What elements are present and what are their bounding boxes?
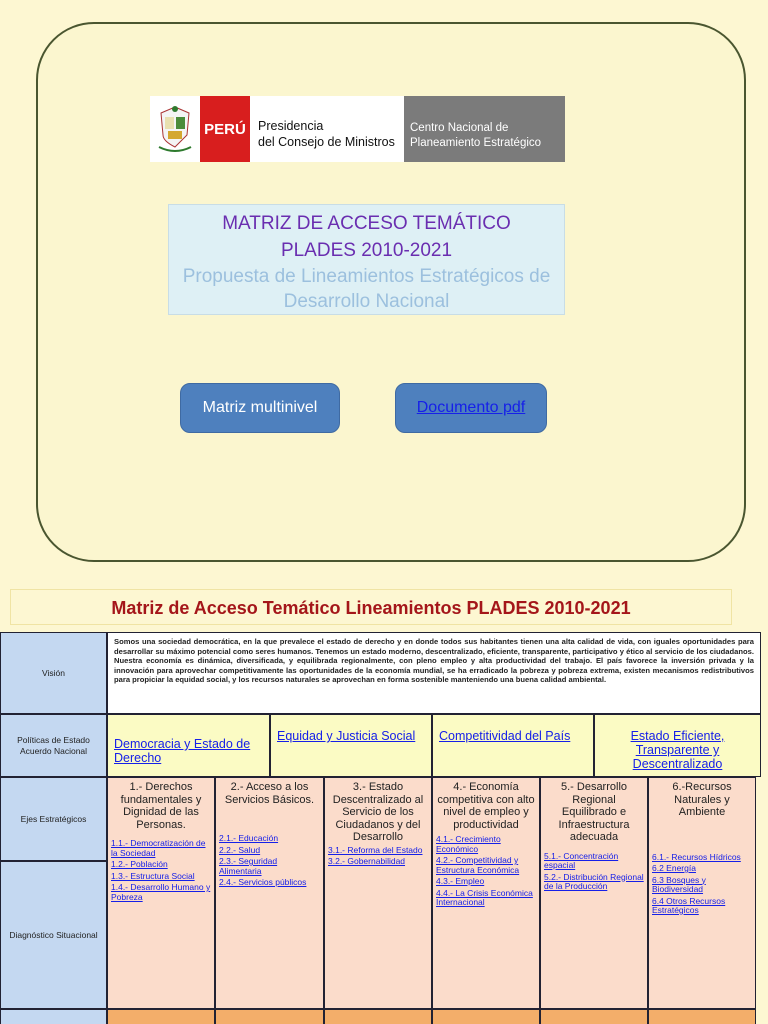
eje-link[interactable]: 3.2.- Gobernabilidad [328, 856, 406, 866]
eje-link[interactable]: 4.3.- Empleo [436, 876, 485, 886]
eje-link[interactable]: 1.1.- Democratización de la Sociedad [111, 838, 206, 858]
next-row-cell [540, 1009, 648, 1024]
row-label-diagnostico: Diagnóstico Situacional [0, 861, 107, 1009]
ceplan-line-1: Centro Nacional de [410, 122, 509, 134]
vision-text: Somos una sociedad democrática, en la que prevalece el estado de derecho y en donde todos sus habitantes tienen una alta calidad de vida, con iguales oportunidades para desarrollar su máximo potencial como seres humanos. Tenemos un estado moderno, descentralizado, eficiente, transparente, participativo y ético al servicio de los ciudadanos. Nuestra economía es dinámica, diversificada, y equilibrada regionalmente, con pleno empleo y alta productividad del trabajo. El país favorece la inversión privada y la innovación para aprovechar competitivamente las oportunidades de la economía mundial, se ha erradicado la pobreza y pobreza extrema, existen mecanismos redistributivos para propiciar la equidad social, y los recursos naturales se aprovechan en forma sostenible manteniendo una buena calidad ambiental. [107, 632, 761, 714]
pcm-line-1: Presidencia [258, 119, 324, 133]
eje-heading: 2.- Acceso a los Servicios Básicos. [224, 781, 315, 806]
eje-heading: 1.- Derechos fundamentales y Dignidad de las Personas. [120, 781, 202, 831]
page-subtitle-1: Propuesta de Lineamientos Estratégicos de [182, 266, 551, 287]
eje-link[interactable]: 4.1.- Crecimiento Económico [436, 834, 501, 854]
documento-pdf-link[interactable]: Documento pdf [416, 399, 526, 416]
eje-cell-3 [324, 777, 432, 1009]
politica-cell[interactable] [270, 714, 432, 777]
politica-link-competitividad[interactable]: Competitividad del País [439, 729, 571, 743]
politica-link-estado-eficiente[interactable]: Estado Eficiente, Transparente y Descentralizado [630, 729, 725, 771]
next-row-cell [432, 1009, 540, 1024]
eje-heading: 4.- Economía competitiva con alto nivel de empleo y productividad [437, 781, 535, 831]
peru-logo-text: PERÚ [200, 96, 250, 162]
politica-cell[interactable] [432, 714, 594, 777]
eje-link[interactable]: 6.4 Otros Recursos Estratégicos [652, 895, 726, 915]
pcm-line-2: del Consejo de Ministros [258, 135, 395, 149]
next-row-cell [107, 1009, 215, 1024]
matrix-table [0, 632, 768, 1024]
ceplan-line-2: Planeamiento Estratégico [410, 137, 542, 149]
eje-link[interactable]: 6.3 Bosques y Biodiversidad [652, 874, 706, 894]
eje-cell-1 [107, 777, 215, 1009]
eje-link[interactable]: 3.1.- Reforma del Estado [328, 844, 423, 855]
eje-link[interactable]: 2.4.- Servicios públicos [219, 877, 307, 887]
eje-link[interactable]: 4.2.- Competitividad y Estructura Económica [436, 855, 520, 875]
eje-link[interactable]: 5.2.- Distribución Regional de la Producción [544, 871, 644, 891]
eje-link[interactable]: 6.1.- Recursos Hídricos [652, 851, 741, 862]
eje-link[interactable]: 2.2.- Salud [219, 844, 261, 855]
eje-heading: 3.- Estado Descentralizado al Servicio de los Ciudadanos y del Desarrollo [332, 781, 424, 843]
page-subtitle-2: Desarrollo Nacional [283, 291, 450, 312]
politica-cell[interactable] [594, 714, 761, 777]
eje-link[interactable]: 2.1.- Educación [219, 833, 279, 843]
eje-heading: 6.-Recursos Naturales y Ambiente [672, 781, 732, 818]
matrix-title: Matriz de Acceso Temático Lineamientos PLADES 2010-2021 [10, 589, 732, 625]
eje-heading: 5.- Desarrollo Regional Equilibrado e Infraestructura adecuada [558, 781, 630, 843]
page-title: MATRIZ DE ACCESO TEMÁTICO [222, 213, 511, 234]
eje-cell-5 [540, 777, 648, 1009]
government-logo-bar [150, 96, 565, 162]
politica-link-democracia[interactable]: Democracia y Estado de Derecho [114, 737, 251, 765]
coat-of-arms-icon [150, 96, 200, 162]
row-label-ejes: Ejes Estratégicos [0, 777, 107, 861]
ceplan-logo-text [404, 96, 565, 162]
documento-pdf-button[interactable] [395, 383, 547, 433]
eje-link[interactable]: 1.4.- Desarrollo Humano y Pobreza [111, 882, 211, 902]
eje-link[interactable]: 5.1.- Concentración espacial [544, 850, 619, 870]
eje-link[interactable]: 2.3.- Seguridad Alimentaria [219, 856, 278, 876]
eje-link[interactable]: 4.4.- La Crisis Económica Internacional [436, 887, 533, 907]
next-row-cell [324, 1009, 432, 1024]
politica-cell[interactable] [107, 714, 270, 777]
matriz-multinivel-button[interactable]: Matriz multinivel [180, 383, 340, 433]
row-label-vision: Visión [0, 632, 107, 714]
pcm-logo-text [250, 96, 400, 162]
next-row-cell [648, 1009, 756, 1024]
page-title-years: PLADES 2010-2021 [280, 240, 453, 261]
page-title-box [168, 204, 565, 315]
eje-cell-4 [432, 777, 540, 1009]
eje-link[interactable]: 6.2 Energía [652, 863, 696, 873]
row-label-next [0, 1009, 107, 1024]
eje-link[interactable]: 1.3.- Estructura Social [111, 870, 195, 881]
row-label-politicas: Políticas de Estado Acuerdo Nacional [0, 714, 107, 777]
eje-cell-2 [215, 777, 324, 1009]
politica-link-equidad[interactable]: Equidad y Justicia Social [277, 729, 416, 743]
eje-link[interactable]: 1.2.- Población [111, 859, 168, 869]
next-row-cell [215, 1009, 324, 1024]
eje-cell-6 [648, 777, 756, 1009]
